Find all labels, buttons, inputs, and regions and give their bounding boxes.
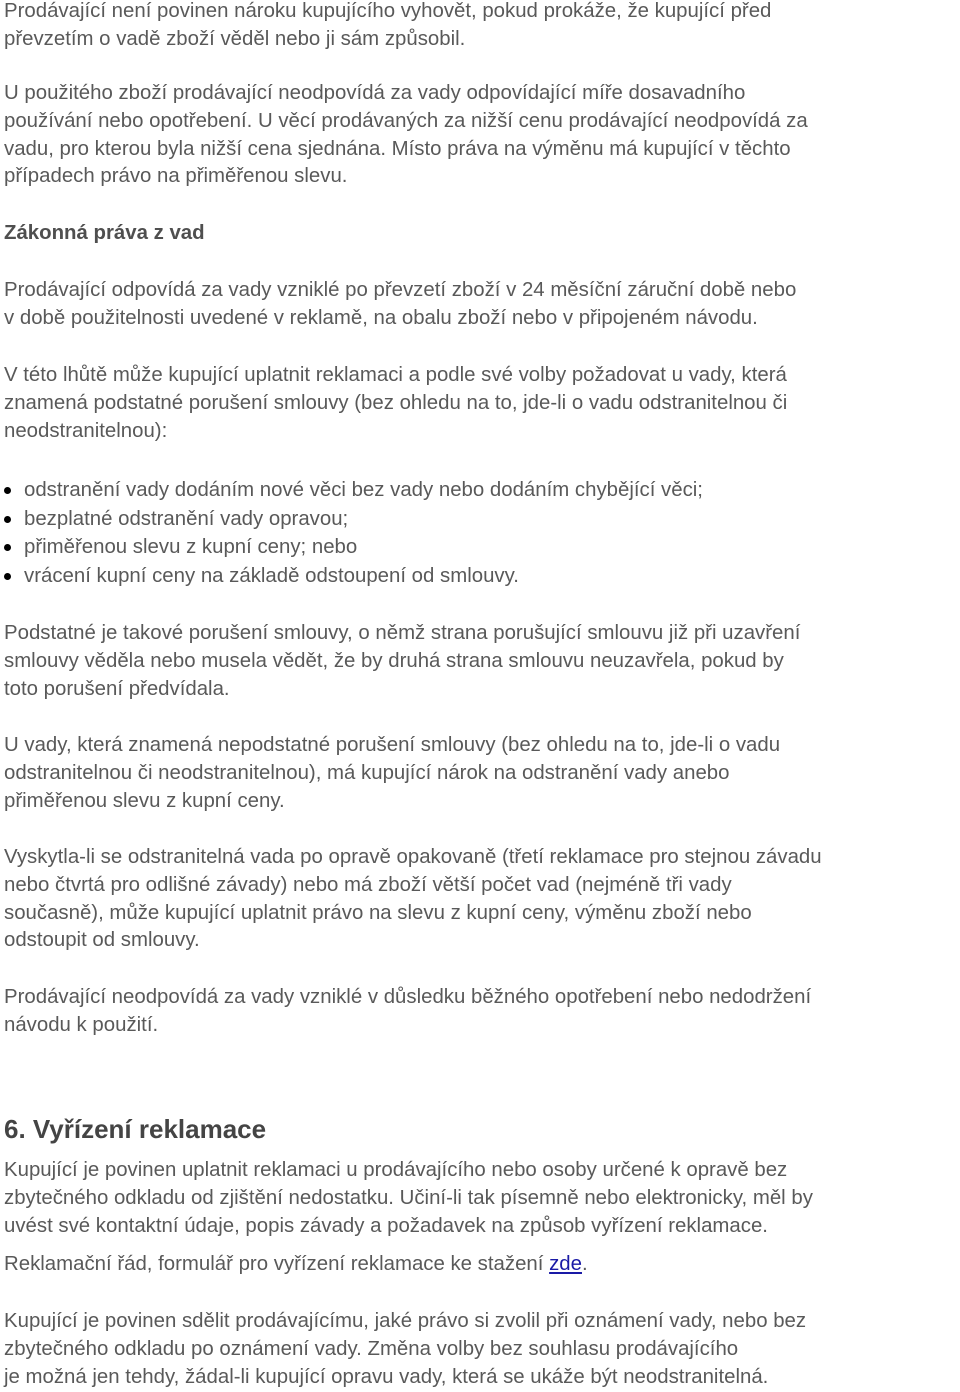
text-line: nebo čtvrtá pro odlišné závady) nebo má zboží větší počet vad (nejméně tři vady [4, 873, 732, 896]
text-line: používání nebo opotřebení. U věcí prodávaných za nižší cenu prodávající neodpovídá za [4, 109, 808, 132]
text-line: Podstatné je takové porušení smlouvy, o němž strana porušující smlouvu již při uzavření [4, 622, 801, 644]
paragraph-liability-period [4, 277, 960, 333]
bullet-icon [4, 487, 11, 494]
text-line: převzetím o vadě zboží věděl nebo ji sám způsobil. [4, 27, 466, 50]
text-line: Kupující je povinen sdělit prodávajícímu, jaké právo si zvolil při oznámení vady, nebo bez [4, 1310, 807, 1332]
text-line: Prodávající neodpovídá za vady vzniklé v důsledku běžného opotřebení nebo nedodržení [4, 986, 812, 1008]
text-line: Prodávající odpovídá za vady vzniklé po převzetí zboží v 24 měsíční záruční době nebo [4, 279, 797, 301]
paragraph-wear-exclusion [4, 984, 960, 1040]
list-item [4, 476, 960, 505]
list-item-text: vrácení kupní ceny na základě odstoupení od smlouvy. [24, 564, 519, 587]
download-form-text: Reklamační řád, formulář pro vyřízení reklamace ke stažení [4, 1253, 550, 1275]
text-line: odstoupit od smlouvy. [4, 929, 200, 952]
text-line: je možná jen tehdy, žádal-li kupující opravu vady, která se ukáže být neodstranitelná. [4, 1365, 769, 1388]
paragraph-seller-not-obliged [4, 0, 960, 54]
list-item-text: přiměřenou slevu z kupní ceny; nebo [24, 536, 358, 559]
text-line: Prodávající není povinen nároku kupujícího vyhovět, pokud prokáže, že kupující před [4, 0, 772, 22]
list-item-text: odstranění vady dodáním nové věci bez vady nebo dodáním chybějící věci; [24, 479, 703, 501]
text-line: zbytečného odkladu od zjištění nedostatku. Učiní-li tak písemně nebo elektronicky, měl by [4, 1186, 813, 1209]
text-line: smlouvy věděla nebo musela vědět, že by druhá strana smlouvu neuzavřela, pokud by [4, 649, 784, 672]
text-line: V této lhůtě může kupující uplatnit reklamaci a podle své volby požadovat u vady, která [4, 364, 787, 386]
text-line: Kupující je povinen uplatnit reklamaci u prodávajícího nebo osoby určené k opravě bez [4, 1159, 788, 1181]
bullet-icon [4, 544, 11, 551]
download-form-period: . [581, 1253, 588, 1275]
text-line: toto porušení předvídala. [4, 677, 230, 700]
section-subheading: Zákonná práva z vad [4, 222, 205, 244]
list-item-text: bezplatné odstranění vady opravou; [24, 507, 349, 530]
bullet-icon [4, 516, 11, 523]
text-line: U vady, která znamená nepodstatné porušení smlouvy (bez ohledu na to, jde-li o vadu [4, 734, 781, 756]
list-item [4, 533, 960, 562]
text-line: vadu, pro kterou byla nižší cena sjednána. Místo práva na výměnu má kupující v těchto [4, 137, 791, 160]
paragraph-download-form [4, 1251, 960, 1279]
text-line: přiměřenou slevu z kupní ceny. [4, 789, 285, 812]
paragraph-repeated-defects [4, 844, 960, 955]
list-item [4, 562, 960, 591]
bullet-icon [4, 573, 11, 580]
download-link[interactable]: zde [549, 1253, 582, 1275]
text-line: uvést své kontaktní údaje, popis závady a požadavek na způsob vyřízení reklamace. [4, 1214, 768, 1237]
text-line: odstranitelnou či neodstranitelnou), má kupující nárok na odstranění vady anebo [4, 761, 730, 784]
paragraph-substantial-breach [4, 620, 960, 703]
paragraph-choice-of-right [4, 1308, 960, 1391]
text-line: v době použitelnosti uvedené v reklamě, na obalu zboží nebo v připojeném návodu. [4, 306, 758, 329]
text-line: Vyskytla-li se odstranitelná vada po opravě opakovaně (třetí reklamace pro stejnou závadu [4, 846, 822, 868]
list-item [4, 505, 960, 534]
paragraph-insubstantial-breach [4, 732, 960, 815]
text-line: případech právo na přiměřenou slevu. [4, 165, 348, 188]
text-line: znamená podstatné porušení smlouvy (bez ohledu na to, jde-li o vadu odstranitelnou či [4, 391, 788, 414]
text-line: zbytečného odkladu po oznámení vady. Změna volby bez souhlasu prodávajícího [4, 1337, 739, 1360]
paragraph-claim-submission [4, 1157, 960, 1240]
text-line: U použitého zboží prodávající neodpovídá za vady odpovídající míře dosavadního [4, 82, 746, 104]
claim-options-list [4, 476, 960, 590]
text-line: současně), může kupující uplatnit právo na slevu z kupní ceny, výměnu zboží nebo [4, 901, 752, 924]
text-line: návodu k použití. [4, 1013, 159, 1036]
paragraph-claim-options-intro [4, 362, 960, 445]
section-heading: 6. Vyřízení reklamace [4, 1114, 267, 1144]
paragraph-used-goods [4, 80, 960, 191]
text-line: neodstranitelnou): [4, 419, 168, 442]
